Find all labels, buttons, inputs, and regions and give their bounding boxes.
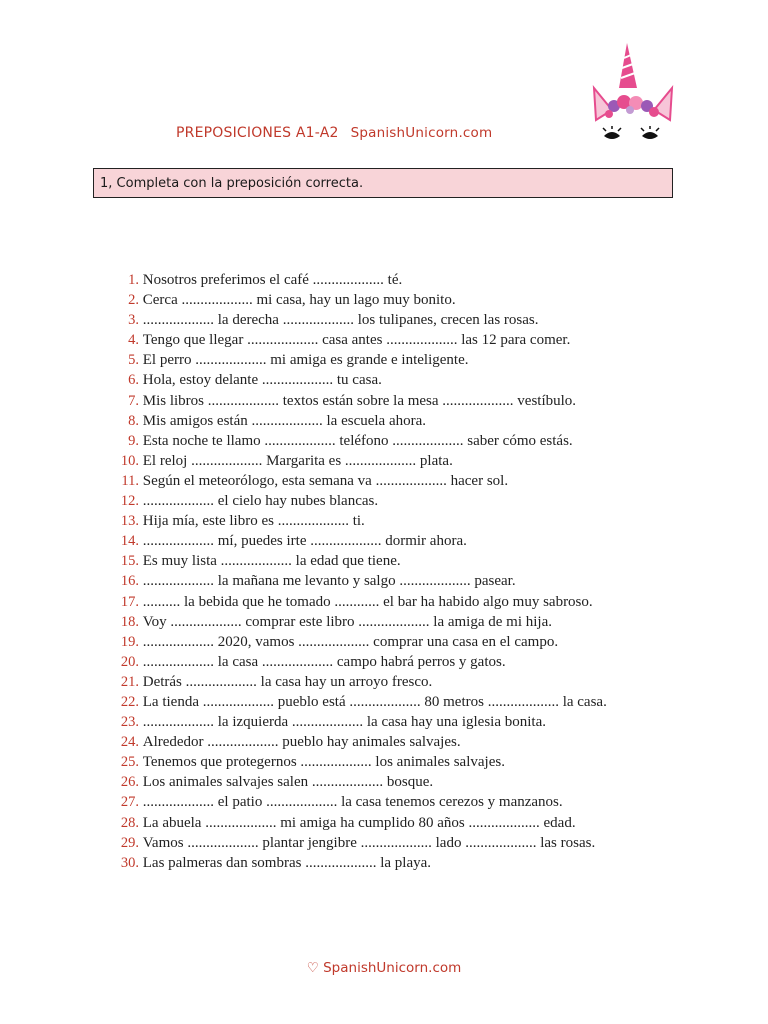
exercise-sentence: Nosotros preferimos el café ................... té. (142, 272, 403, 288)
exercise-sentence: Mis amigos están ................... la escuela ahora. (142, 412, 427, 429)
exercise-number: 8. (128, 412, 139, 429)
heart-icon: ♡ (306, 960, 319, 976)
exercise-item (100, 370, 700, 390)
exercise-sentence: Hija mía, este libro es ................... ti. (142, 513, 365, 530)
exercise-sentence: Esta noche te llamo ................... teléfono ................... saber cómo estás. (142, 432, 573, 449)
exercise-sentence: .......... la bebida que he tomado ............ el bar ha habido algo muy sabroso. (142, 593, 593, 610)
exercise-item (100, 592, 700, 612)
exercise-sentence: ................... el patio ................... la casa tenemos cerezos y manzanos. (142, 794, 563, 811)
exercise-number: 4. (128, 332, 139, 349)
exercise-sentence: ................... mí, puedes irte ................... dormir ahora. (142, 533, 467, 550)
exercise-sentence: Mis libros ................... textos están sobre la mesa ................... vestíbulo. (142, 392, 577, 409)
exercise-sentence: ................... la casa ................... campo habrá perros y gatos. (142, 653, 506, 670)
footer (0, 960, 768, 976)
exercise-item (100, 270, 700, 290)
exercise-number: 12. (120, 493, 139, 510)
exercise-sentence: Cerca ................... mi casa, hay un lago muy bonito. (142, 292, 456, 309)
exercise-sentence: El perro ................... mi amiga es grande e inteligente. (142, 352, 469, 369)
exercise-item (100, 551, 700, 571)
exercise-number: 2. (128, 292, 139, 309)
exercise-item (100, 692, 700, 712)
exercise-sentence: Los animales salvajes salen ................... bosque. (142, 774, 434, 791)
exercise-sentence: Alrededor ................... pueblo hay animales salvajes. (142, 734, 461, 751)
exercise-item (100, 632, 700, 652)
exercise-number: 14. (120, 533, 139, 550)
exercise-item (100, 833, 700, 853)
exercise-item (100, 652, 700, 672)
instruction-box (93, 168, 673, 198)
exercise-sentence: Tengo que llegar ................... casa antes ................... las 12 para comer. (142, 332, 571, 349)
exercise-item (100, 350, 700, 370)
exercise-sentence: Las palmeras dan sombras ................... la playa. (142, 854, 432, 871)
exercise-number: 20. (120, 653, 139, 670)
exercise-number: 16. (120, 573, 139, 590)
exercise-sentence: Tenemos que protegernos ................... los animales salvajes. (142, 754, 505, 771)
exercise-sentence: La abuela ................... mi amiga ha cumplido 80 años ................... edad. (142, 814, 576, 831)
exercise-item (100, 612, 700, 632)
exercise-item (100, 431, 700, 451)
exercise-item (100, 391, 700, 411)
exercise-sentence: Detrás ................... la casa hay un arroyo fresco. (142, 673, 433, 690)
exercise-sentence: ................... la derecha ................... los tulipanes, crecen las rosas. (142, 312, 539, 329)
exercise-number: 13. (120, 513, 139, 530)
exercise-item (100, 813, 700, 833)
exercise-sentence: ................... la izquierda ................... la casa hay una iglesia bonita. (142, 714, 546, 731)
exercise-item (100, 310, 700, 330)
title-text: PREPOSICIONES A1-A2 (176, 125, 339, 141)
exercise-item (100, 772, 700, 792)
exercise-sentence: Hola, estoy delante ................... tu casa. (142, 372, 382, 389)
exercise-item (100, 712, 700, 732)
exercise-number: 5. (128, 352, 139, 369)
exercise-number: 23. (120, 714, 139, 731)
exercise-number: 26. (120, 774, 139, 791)
exercise-sentence: ................... la mañana me levanto y salgo ................... pasear. (142, 573, 516, 590)
exercise-number: 7. (128, 392, 139, 409)
exercise-number: 19. (120, 633, 139, 650)
exercise-item (100, 672, 700, 692)
exercise-sentence: La tienda ................... pueblo está ................... 80 metros ................... la casa. (142, 693, 607, 710)
exercise-sentence: Según el meteorólogo, esta semana va ................... hacer sol. (142, 472, 509, 489)
exercise-number: 25. (120, 754, 139, 771)
exercise-number: 28. (120, 814, 139, 831)
exercise-item (100, 290, 700, 310)
exercise-number: 10. (120, 452, 139, 469)
exercise-number: 22. (120, 693, 139, 710)
exercise-number: 30. (120, 854, 139, 871)
site-name: SpanishUnicorn.com (350, 125, 493, 141)
footer-link[interactable]: SpanishUnicorn.com (323, 960, 462, 976)
exercise-item (100, 792, 700, 812)
exercise-list (100, 270, 700, 873)
exercise-sentence: Es muy lista ................... la edad que tiene. (142, 553, 401, 570)
page-title (176, 125, 576, 141)
exercise-number: 6. (128, 372, 139, 389)
unicorn-logo-icon (590, 40, 680, 150)
exercise-number: 21. (120, 673, 139, 690)
instruction-text: 1, Completa con la preposición correcta. (100, 176, 364, 191)
exercise-number: 17. (120, 593, 139, 610)
exercise-item (100, 491, 700, 511)
exercise-sentence: Voy ................... comprar este libro ................... la amiga de mi hija. (142, 613, 552, 630)
exercise-number: 27. (120, 794, 139, 811)
exercise-item (100, 471, 700, 491)
exercise-number: 18. (120, 613, 139, 630)
exercise-number: 1. (128, 272, 139, 288)
exercise-item (100, 511, 700, 531)
exercise-item (100, 571, 700, 591)
exercise-item (100, 330, 700, 350)
exercise-item (100, 411, 700, 431)
exercise-number: 3. (128, 312, 139, 329)
exercise-item (100, 732, 700, 752)
exercise-item (100, 752, 700, 772)
exercise-sentence: El reloj ................... Margarita es ................... plata. (142, 452, 453, 469)
exercise-number: 24. (120, 734, 139, 751)
exercise-number: 15. (120, 553, 139, 570)
exercise-item (100, 853, 700, 873)
exercise-number: 29. (120, 834, 139, 851)
exercise-sentence: ................... el cielo hay nubes blancas. (142, 493, 379, 510)
exercise-number: 9. (128, 432, 139, 449)
exercise-sentence: ................... 2020, vamos ................... comprar una casa en el campo. (142, 633, 559, 650)
exercise-number: 11. (121, 472, 139, 489)
exercise-sentence: Vamos ................... plantar jengibre ................... lado ................... las rosas. (142, 834, 596, 851)
exercise-item (100, 531, 700, 551)
exercise-item (100, 451, 700, 471)
